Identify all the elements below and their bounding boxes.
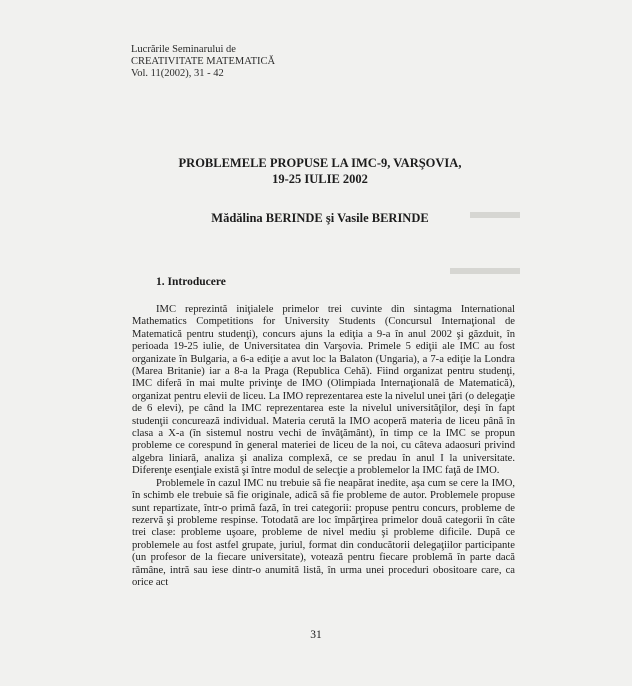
journal-header [131,44,275,80]
paragraph-1: IMC reprezintă iniţialele primelor trei cuvinte din sintagma International Mathematics Competitions for University Students (Concursul Internaţional de Matematică pentru studenţi), concurs ajuns la ediţia a 9-a în anul 2002 şi găzduit, în perioada 19-25 iulie, de Universitatea din Varşovia. Primele 5 ediţii ale IMC au fost organizate în Bulgaria, a 6-a ediţie a avut loc la Balaton (Ungaria), a 7-a ediţie la Londra (Marea Britanie) iar a 8-a la Praga (Republica Cehă). Fiind organizat pentru studenţi, IMC diferă în mai multe privinţe de IMO (Olimpiada Internaţională de Matematică), organizat pentru elevii de liceu. La IMO reprezentarea este la nivelul unei ţări (o delegaţie de 6 elevi), pe când la IMC reprezentarea este la nivelul universităţilor, deşi în fapt studenţii concurează individual. Materia cerută la IMO acoperă materia de liceu până în clasa a X-a (în sistemul nostru vechi de învăţământ), în timp ce la IMC se propun probleme ce corespund în general materiei de liceu de la noi, cu câteva adaosuri privind algebra liniară, analiza şi analiza complexă, ce se predau în anul I la universitate. Diferenţe esenţiale există şi între modul de selecţie a problemelor la IMC faţă de IMO. [132,304,515,477]
journal-volume: Vol. 11(2002), 31 - 42 [131,68,224,79]
bleed-through-mark [450,268,520,274]
paragraph-2: Problemele în cazul IMC nu trebuie să fie neapărat inedite, aşa cum se cere la IMO, în schimb ele trebuie să fie originale, adică să fie probleme de autor. Problemele propuse sunt repartizate, într-o primă fază, în trei categorii: propuse pentru concurs, probleme de rezervă şi probleme respinse. Totodată are loc împărţirea primelor două categorii în câte trei clase: probleme uşoare, probleme de nivel mediu şi probleme dificile. După ce problemele au fost astfel grupate, juriul, format din conducătorii delegaţiilor participante (un profesor de la fiecare universitate), votează pentru fiecare problemă în parte dacă rămâne, intră sau iese dintr-o anumită listă, în urma unei proceduri obositoare care, ca orice act [132,477,515,588]
title-line-2: 19-25 IULIE 2002 [272,172,368,186]
journal-name: Lucrările Seminarului de [131,44,236,55]
article-authors: Mădălina BERINDE şi Vasile BERINDE [211,211,429,225]
journal-subtitle: CREATIVITATE MATEMATICĂ [131,56,276,67]
article-title [120,155,520,187]
title-line-1: PROBLEMELE PROPUSE LA IMC-9, VARŞOVIA, [178,156,462,170]
page-number: 31 [310,629,322,641]
section-heading: 1. Introducere [156,276,226,288]
article-body [132,304,515,589]
